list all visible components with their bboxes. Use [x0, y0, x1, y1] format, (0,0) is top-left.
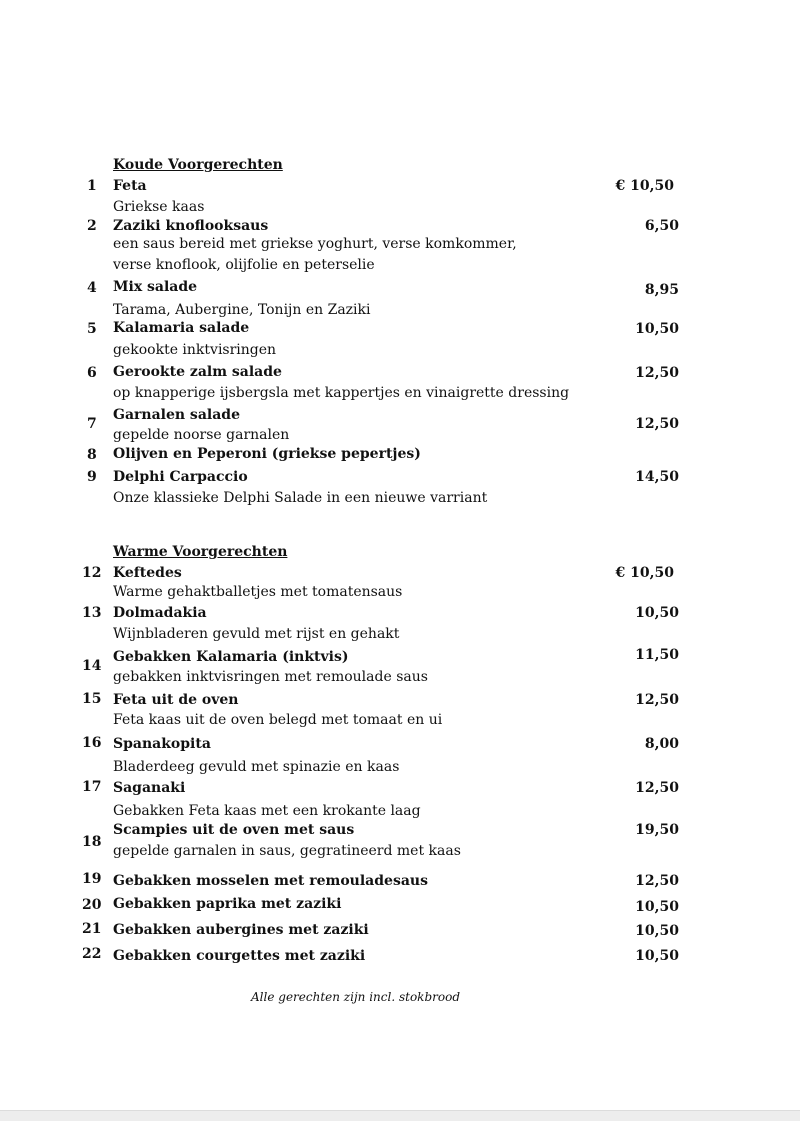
item-description: gepelde noorse garnalen: [113, 427, 290, 443]
item-price: 6,50: [644, 218, 679, 234]
item-name: Olijven en Peperoni (griekse pepertjes): [113, 446, 421, 462]
item-description: Warme gehaktballetjes met tomatensaus: [113, 584, 403, 600]
item-number: 13: [82, 605, 102, 621]
item-description: Feta kaas uit de oven belegd met tomaat en ui: [113, 712, 443, 728]
item-description: Gebakken Feta kaas met een krokante laag: [113, 803, 421, 819]
item-number: 21: [82, 921, 102, 937]
item-name: Gebakken courgettes met zaziki: [113, 948, 366, 964]
page-bottom-edge: [0, 1110, 800, 1121]
item-price: 10,50: [635, 321, 679, 337]
item-name: Mix salade: [113, 279, 198, 295]
item-price: 12,50: [635, 365, 679, 381]
item-name: Gebakken paprika met zaziki: [113, 896, 342, 912]
item-number: 15: [82, 691, 102, 707]
item-name: Feta uit de oven: [113, 692, 239, 708]
item-name: Garnalen salade: [113, 407, 240, 423]
item-number: 22: [82, 946, 102, 962]
item-price: 8,95: [644, 282, 679, 298]
item-name: Saganaki: [113, 780, 186, 796]
item-price: 12,50: [635, 873, 679, 889]
item-description: een saus bereid met griekse yoghurt, verse komkommer,: [113, 236, 517, 252]
footer-note: Alle gerechten zijn incl. stokbrood: [251, 990, 460, 1004]
item-name: Gerookte zalm salade: [113, 364, 282, 380]
item-number: 2: [87, 218, 97, 234]
item-price: 12,50: [635, 780, 679, 796]
item-price: 10,50: [635, 923, 679, 939]
item-price: 12,50: [635, 692, 679, 708]
item-price: 10,50: [635, 948, 679, 964]
section-heading-warme: Warme Voorgerechten: [113, 544, 288, 560]
item-name: Gebakken mosselen met remouladesaus: [113, 873, 428, 889]
item-price: 19,50: [635, 822, 679, 838]
item-name: Scampies uit de oven met saus: [113, 822, 355, 838]
item-description: gekookte inktvisringen: [113, 342, 277, 358]
item-name: Gebakken aubergines met zaziki: [113, 922, 369, 938]
item-price: 10,50: [635, 605, 679, 621]
item-description: Griekse kaas: [113, 199, 205, 215]
item-name: Keftedes: [113, 565, 182, 581]
item-price: 10,50: [635, 899, 679, 915]
item-number: 9: [87, 469, 97, 485]
item-number: 4: [87, 280, 97, 296]
item-price: 11,50: [635, 647, 679, 663]
item-number: 20: [82, 897, 102, 913]
item-price: € 10,50: [615, 178, 674, 194]
item-number: 5: [87, 321, 97, 337]
item-number: 19: [82, 871, 102, 887]
item-number: 16: [82, 735, 102, 751]
item-description: verse knoflook, olijfolie en peterselie: [113, 257, 375, 273]
item-description: gebakken inktvisringen met remoulade saus: [113, 669, 428, 685]
item-number: 17: [82, 779, 102, 795]
item-price: € 10,50: [615, 565, 674, 581]
item-number: 14: [82, 658, 102, 674]
item-name: Dolmadakia: [113, 605, 207, 621]
item-price: 14,50: [635, 469, 679, 485]
item-name: Kalamaria salade: [113, 320, 250, 336]
item-price: 8,00: [644, 736, 679, 752]
item-description: gepelde garnalen in saus, gegratineerd met kaas: [113, 843, 461, 859]
item-number: 12: [82, 565, 102, 581]
item-number: 8: [87, 447, 97, 463]
item-number: 18: [82, 834, 102, 850]
item-name: Feta: [113, 178, 147, 194]
item-name: Delphi Carpaccio: [113, 469, 248, 485]
item-description: Bladerdeeg gevuld met spinazie en kaas: [113, 759, 400, 775]
item-description: op knapperige ijsbergsla met kappertjes en vinaigrette dressing: [113, 385, 570, 401]
item-name: Spanakopita: [113, 736, 211, 752]
item-number: 1: [87, 178, 97, 194]
item-name: Zaziki knoflooksaus: [113, 218, 269, 234]
item-description: Onze klassieke Delphi Salade in een nieuwe varriant: [113, 490, 488, 506]
item-description: Tarama, Aubergine, Tonijn en Zaziki: [113, 302, 371, 318]
item-number: 7: [87, 416, 97, 432]
item-number: 6: [87, 365, 97, 381]
item-description: Wijnbladeren gevuld met rijst en gehakt: [113, 626, 400, 642]
section-heading-koude: Koude Voorgerechten: [113, 157, 283, 173]
item-name: Gebakken Kalamaria (inktvis): [113, 649, 349, 665]
item-price: 12,50: [635, 416, 679, 432]
